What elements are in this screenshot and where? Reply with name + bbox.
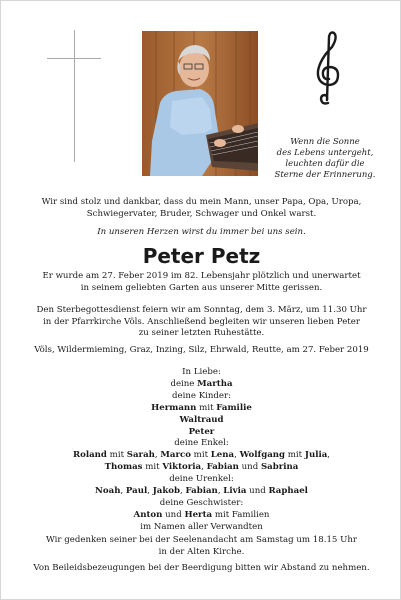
service-line: in der Pfarrkirche Völs. Anschließend begleiten wir unseren lieben Peter bbox=[43, 316, 360, 327]
wife-prefix: deine bbox=[170, 378, 195, 389]
treble-clef-icon bbox=[314, 29, 342, 107]
siblings-tail: mit Familien bbox=[214, 509, 270, 520]
cross-icon bbox=[47, 30, 101, 162]
gedenken-line: Wir gedenken seiner bei der Seelenandacht am Samstag um 18.15 Uhr bbox=[46, 535, 357, 545]
sibling-name: Anton bbox=[133, 509, 163, 520]
grandchildren-line: Thomas mit Viktoria, Fabian und Sabrina bbox=[104, 462, 299, 473]
family-list bbox=[1, 367, 401, 534]
memorial-quote bbox=[273, 137, 377, 181]
place-date bbox=[1, 345, 401, 357]
heart-line bbox=[1, 227, 401, 239]
grandchild-name: Roland bbox=[72, 450, 107, 461]
connector: mit bbox=[287, 450, 303, 461]
portrait-photo bbox=[142, 31, 258, 176]
quote-line: leuchten dafür die bbox=[285, 159, 365, 169]
wife-line bbox=[1, 379, 401, 391]
condolence-note bbox=[1, 563, 401, 575]
place-date-text: Völs, Wildermieming, Graz, Inzing, Silz, Ehrwald, Reutte, am 27. Feber 2019 bbox=[34, 345, 369, 355]
great-grandchildren-line: Noah, Paul, Jakob, Fabian, Livia und Raphael bbox=[95, 486, 308, 497]
child-name: Waltraud bbox=[179, 414, 224, 425]
grandchild-name: Sarah bbox=[126, 450, 155, 461]
connector: und bbox=[249, 486, 266, 497]
memorial-mass bbox=[1, 535, 401, 558]
grandchild-name: Sabrina bbox=[260, 462, 299, 473]
service-line: Den Sterbegottesdienst feiern wir am Sonntag, dem 3. März, um 11.30 Uhr bbox=[36, 305, 367, 315]
heart-line-text: In unseren Herzen wirst du immer bei uns sein. bbox=[97, 227, 306, 237]
sibling-name: Herta bbox=[184, 509, 213, 520]
child-line bbox=[1, 427, 401, 439]
great-grandchild-name: Fabian bbox=[185, 486, 218, 497]
grandchildren-line: Roland mit Sarah, Marco mit Lena, Wolfgang mit Julia, bbox=[72, 450, 331, 461]
deceased-name: Peter Petz bbox=[142, 244, 261, 268]
connector: und bbox=[241, 462, 259, 473]
intro-line: Wir sind stolz und dankbar, dass du mein Mann, unser Papa, Opa, Uropa, bbox=[41, 197, 362, 207]
in-love-label: In Liebe: bbox=[182, 367, 221, 377]
child-name: Peter bbox=[188, 426, 215, 437]
quote-line: Sterne der Erinnerung. bbox=[274, 170, 376, 180]
child-name: Hermann bbox=[151, 402, 197, 413]
relatives-line: im Namen aller Verwandten bbox=[140, 521, 263, 532]
great-grandchild-name: Paul bbox=[125, 486, 148, 497]
siblings-label: deine Geschwister: bbox=[159, 497, 244, 508]
connector: mit bbox=[109, 450, 125, 461]
great-grandchild-name: Noah bbox=[95, 486, 121, 497]
grandchild-name: Fabian bbox=[206, 462, 239, 473]
gedenken-line: in der Alten Kirche. bbox=[158, 546, 245, 557]
grandchild-name: Thomas bbox=[104, 462, 143, 473]
connector: mit bbox=[145, 462, 160, 473]
siblings-line bbox=[1, 510, 401, 522]
child-line bbox=[1, 415, 401, 427]
grandchild-name: Viktoria bbox=[162, 462, 202, 473]
child-line bbox=[1, 403, 401, 415]
connector: und bbox=[165, 509, 182, 520]
wife-name: Martha bbox=[197, 378, 233, 389]
intro-line: Schwiegervater, Bruder, Schwager und Onkel warst. bbox=[86, 208, 317, 219]
great-grandchild-name: Raphael bbox=[268, 486, 308, 497]
grandchild-name: Marco bbox=[160, 450, 191, 461]
funeral-service bbox=[1, 305, 401, 340]
family-word: Familie bbox=[216, 402, 252, 413]
grandchild-name: Lena bbox=[210, 450, 235, 461]
grandchild-name: Julia bbox=[304, 450, 328, 461]
quote-line: Wenn die Sonne bbox=[290, 137, 360, 147]
connector: mit bbox=[193, 450, 209, 461]
grandchild-name: Wolfgang bbox=[239, 450, 286, 461]
death-notice bbox=[1, 271, 401, 294]
great-grandchildren-label: deine Urenkel: bbox=[169, 474, 234, 485]
intro-text bbox=[1, 197, 401, 220]
connector: mit bbox=[199, 402, 214, 413]
great-grandchild-name: Jakob bbox=[152, 486, 181, 497]
children-label: deine Kinder: bbox=[172, 390, 231, 401]
death-line: Er wurde am 27. Feber 2019 im 82. Lebensjahr plötzlich und unerwartet bbox=[42, 271, 361, 281]
death-line: in seinem geliebten Garten aus unserer Mitte gerissen. bbox=[80, 282, 323, 293]
quote-line: des Lebens untergeht, bbox=[276, 148, 374, 158]
service-line: zu seiner letzten Ruhestätte. bbox=[138, 328, 265, 338]
grandchildren-label: deine Enkel: bbox=[174, 438, 229, 449]
great-grandchild-name: Livia bbox=[223, 486, 247, 497]
condolence-text: Von Beileidsbezeugungen bei der Beerdigung bitten wir Abstand zu nehmen. bbox=[33, 563, 370, 573]
